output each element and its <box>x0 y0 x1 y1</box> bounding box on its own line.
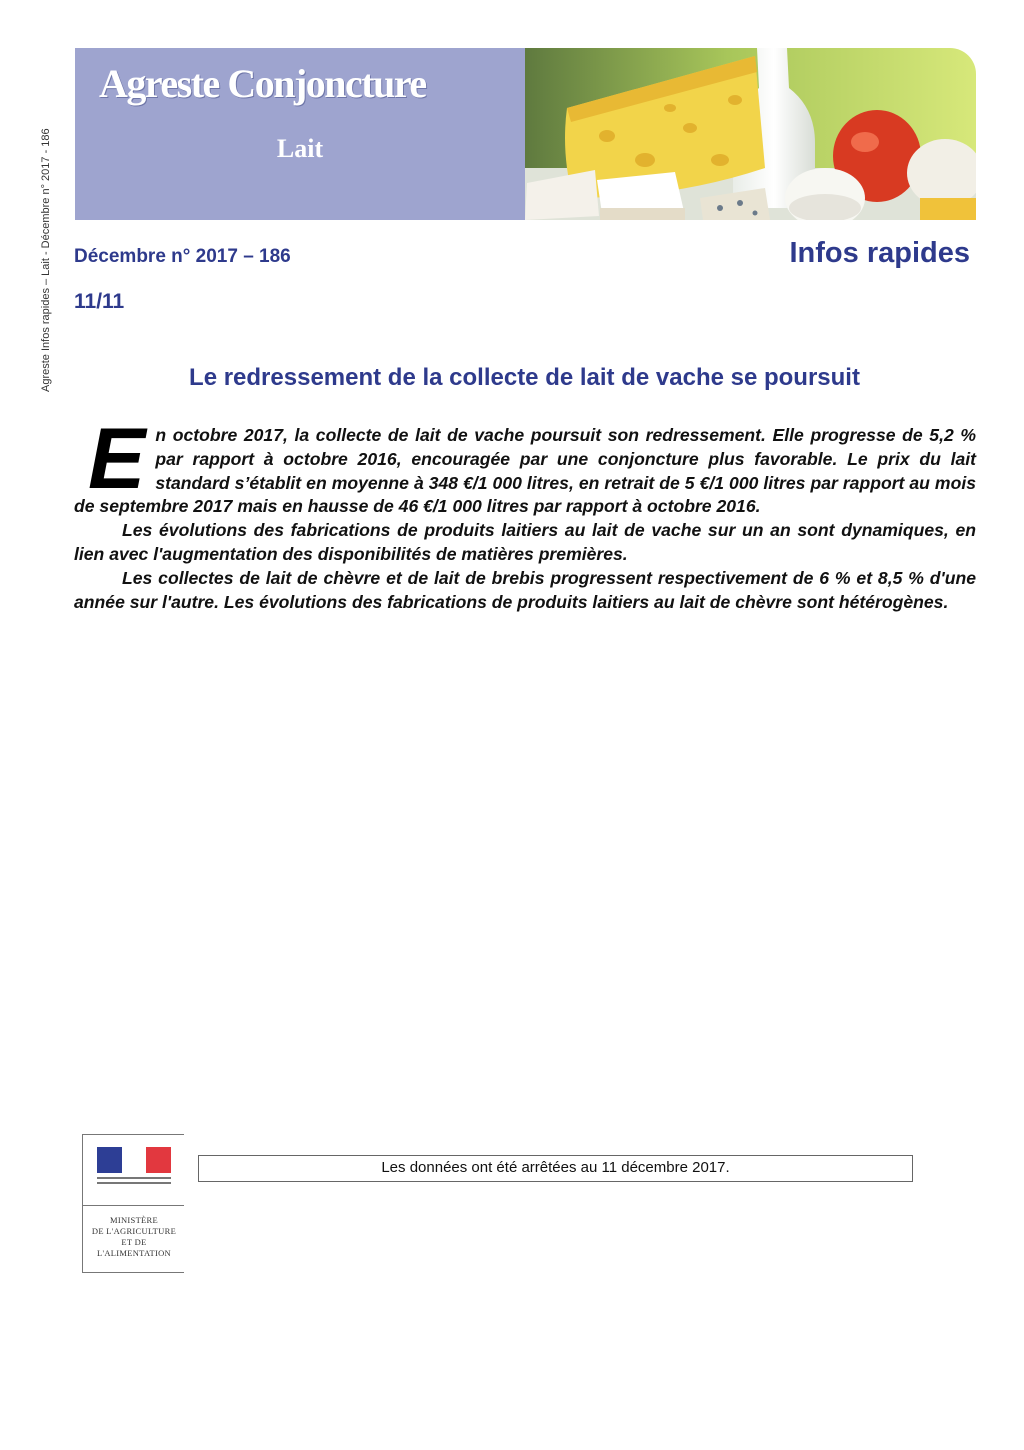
ministry-name: MINISTÈRE DE L'AGRICULTURE ET DE L'ALIMENTATION <box>91 1215 177 1258</box>
marianne-flag-icon <box>97 1147 171 1173</box>
header-banner <box>75 48 976 220</box>
logo-divider <box>83 1205 184 1206</box>
ministry-logo <box>82 1134 184 1273</box>
cheese-and-milk-photo <box>525 48 976 220</box>
vertical-running-title: Agreste Infos rapides – Lait - Décembre n° 2017 - 186 <box>40 128 52 392</box>
paragraph-1-text: n octobre 2017, la collecte de lait de vache poursuit son redressement. Elle progresse de 5,2 % par rapport à octobre 2016, encouragée par une conjoncture plus favorable. Le prix du lait standard s’établit en moyenne à 348 €/1 000 litres, en retrait de 5 €/1 000 litres par rapport au mois de septembre 2017 mais en hausse de 46 €/1 000 litres par rapport à octobre 2016. <box>74 425 976 517</box>
banner-brand-panel <box>75 48 525 220</box>
article-body <box>74 411 976 614</box>
article-headline: Le redressement de la collecte de lait de vache se poursuit <box>189 364 860 391</box>
paragraph-1 <box>74 411 976 519</box>
issue-number: Décembre n° 2017 – 186 <box>74 246 291 267</box>
publication-type: Infos rapides <box>789 237 970 269</box>
data-cutoff-note: Les données ont été arrêtées au 11 décembre 2017. <box>198 1155 913 1182</box>
drop-cap: E <box>88 411 146 507</box>
section-name: Lait <box>276 134 324 163</box>
brand-logo-text: Agreste Conjoncture <box>99 61 426 106</box>
paragraph-3: Les collectes de lait de chèvre et de lait de brebis progressent respectivement de 6 % et 8,5 % d'une année sur l'autre. Les évolutions des fabrications de produits laitiers au lait de chèvre sont hétérogènes. <box>74 567 976 612</box>
republic-motto-lines <box>97 1177 171 1187</box>
page-count: 11/11 <box>74 290 125 313</box>
paragraph-2: Les évolutions des fabrications de produits laitiers au lait de vache sur un an sont dynamiques, en lien avec l'augmentation des disponibilités de matières premières. <box>74 520 976 564</box>
